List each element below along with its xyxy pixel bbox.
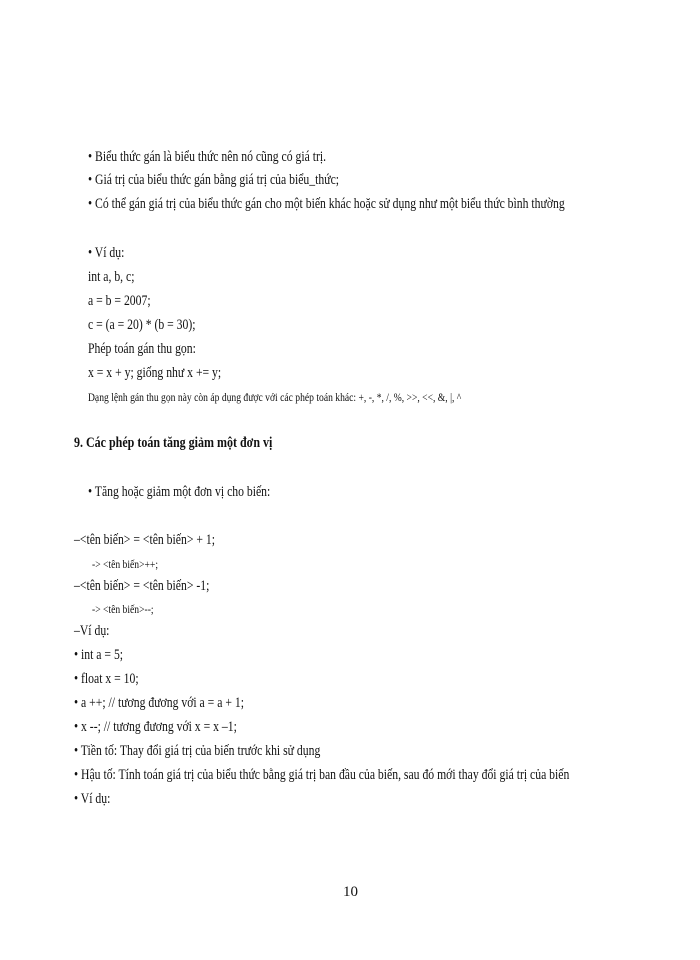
code-line: int a, b, c; bbox=[88, 269, 135, 285]
compound-assignment-note: Dạng lệnh gán thu gọn này còn áp dụng được với các phép toán khác: +, -, *, /, %, >>, <<, &, |, ^ bbox=[88, 390, 462, 404]
example-label: • Ví dụ: bbox=[88, 245, 125, 261]
prefix-explanation: • Tiền tố: Thay đổi giá trị của biến trước khi sử dụng bbox=[74, 743, 321, 759]
example-label: • Ví dụ: bbox=[74, 791, 111, 807]
postfix-explanation: • Hậu tố: Tính toán giá trị của biểu thức bằng giá trị ban đầu của biến, sau đó mới thay đổi giá trị của biến bbox=[74, 767, 570, 783]
code-line: • a ++; // tương đương với a = a + 1; bbox=[74, 695, 244, 711]
code-line: c = (a = 20) * (b = 30); bbox=[88, 317, 196, 333]
page-number: 10 bbox=[343, 884, 358, 900]
code-line: • x --; // tương đương với x = x –1; bbox=[74, 719, 237, 735]
section-intro: • Tăng hoặc giảm một đơn vị cho biến: bbox=[88, 484, 271, 500]
code-line: • float x = 10; bbox=[74, 671, 139, 687]
bullet-assignment-reuse: • Có thể gán giá trị của biểu thức gán cho một biến khác hoặc sử dụng như một biểu thức bình thường bbox=[88, 196, 565, 212]
compound-assignment-label: Phép toán gán thu gọn: bbox=[88, 341, 196, 357]
example-label: –Ví dụ: bbox=[74, 623, 110, 639]
bullet-assignment-value: • Giá trị của biểu thức gán bằng giá trị của biểu_thức; bbox=[88, 172, 340, 188]
code-line: -> <tên biến>++; bbox=[92, 557, 158, 571]
code-line: • int a = 5; bbox=[74, 647, 124, 663]
section-heading: 9. Các phép toán tăng giảm một đơn vị bbox=[74, 435, 273, 451]
code-line: –<tên biến> = <tên biến> -1; bbox=[74, 578, 210, 594]
code-line: a = b = 2007; bbox=[88, 293, 151, 309]
code-line: -> <tên biến>--; bbox=[92, 602, 154, 616]
code-line: x = x + y; giống như x += y; bbox=[88, 365, 222, 381]
code-line: –<tên biến> = <tên biến> + 1; bbox=[74, 532, 215, 548]
bullet-assignment-is-expression: • Biểu thức gán là biểu thức nên nó cũng có giá trị. bbox=[88, 149, 327, 165]
